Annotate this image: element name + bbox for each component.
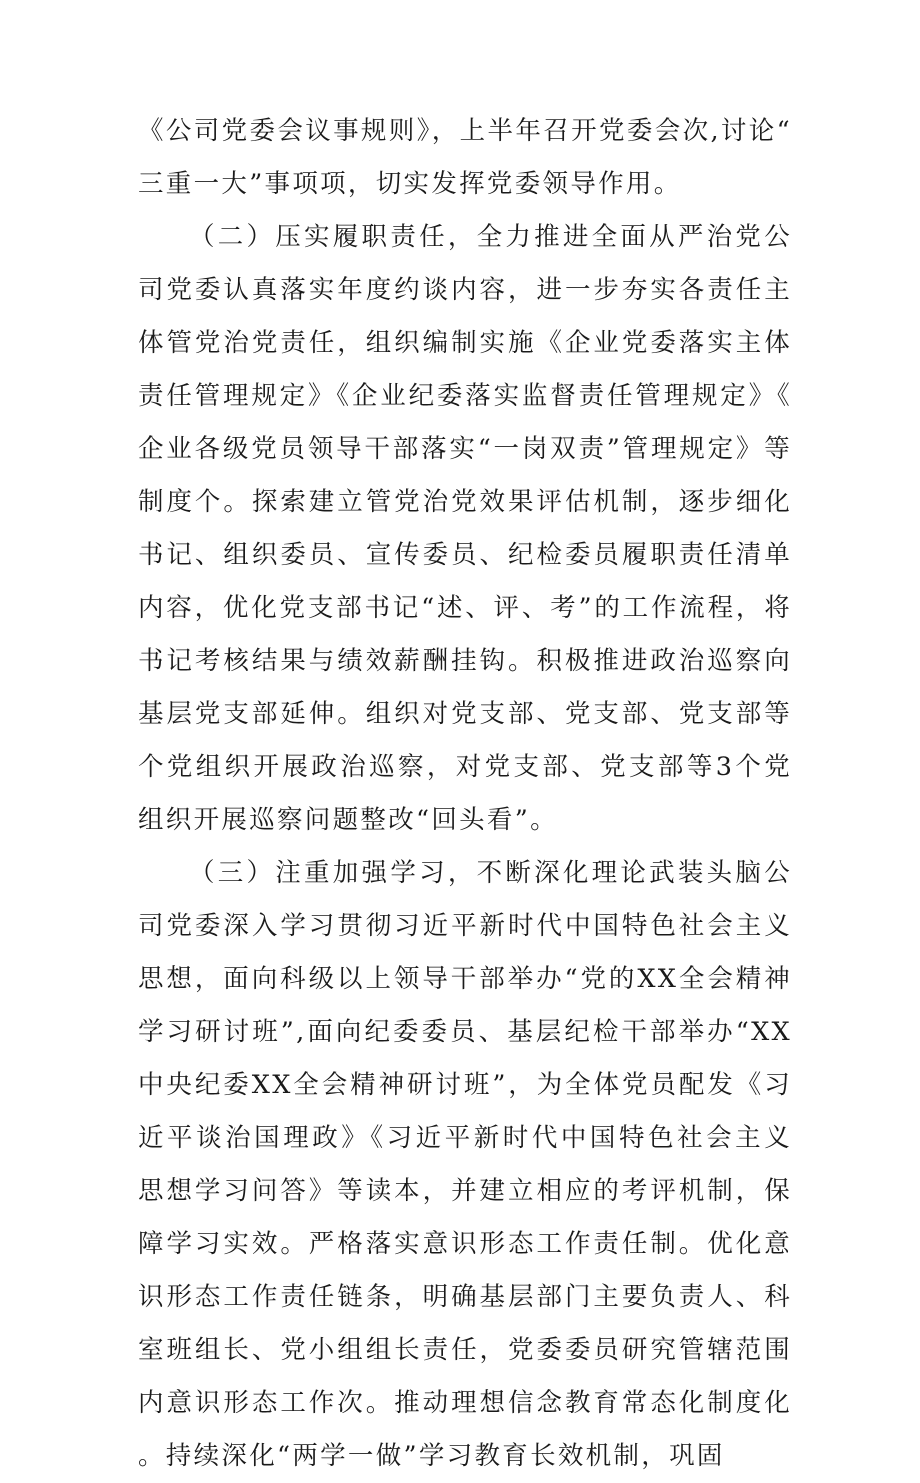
paragraph-continuation: 《公司党委会议事规则》，上半年召开党委会次,讨论“三重一大”事项项，切实发挥党委领导作用。 — [138, 116, 792, 199]
paragraph-section-two: （二）压实履职责任，全力推进全面从严治党公司党委认真落实年度约谈内容，进一步夯实各责任主体管党治党责任，组织编制实施《企业党委落实主体责任管理规定》《企业纪委落实监督责任管理规定》《企业各级党员领导干部落实“一岗双责”管理规定》等制度个。探索建立管党治党效果评估机制，逐步细化书记、组织委员、宣传委员、纪检委员履职责任清单内容，优化党支部书记“述、评、考”的工作流程，将书记考核结果与绩效薪酬挂钩。积极推进政治巡察向基层党支部延伸。组织对党支部、党支部、党支部等个党组织开展政治巡察，对党支部、党支部等3个党组织开展巡察问题整改“回头看”。 — [138, 222, 792, 835]
paragraph-section-three: （三）注重加强学习，不断深化理论武装头脑公司党委深入学习贯彻习近平新时代中国特色社会主义思想，面向科级以上领导干部举办“党的XX全会精神学习研讨班”,面向纪委委员、基层纪检干部举办“XX中央纪委XX全会精神研讨班”，为全体党员配发《习近平谈治国理政》《习近平新时代中国特色社会主义思想学习问答》等读本，并建立相应的考评机制，保障学习实效。严格落实意识形态工作责任制。优化意识形态工作责任链条，明确基层部门主要负责人、科室班组长、党小组组长责任，党委委员研究管辖范围内意识形态工作次。推动理想信念教育常态化制度化。持续深化“两学一做”学习教育长效机制，巩固 — [138, 858, 792, 1471]
document-body — [138, 105, 792, 1483]
